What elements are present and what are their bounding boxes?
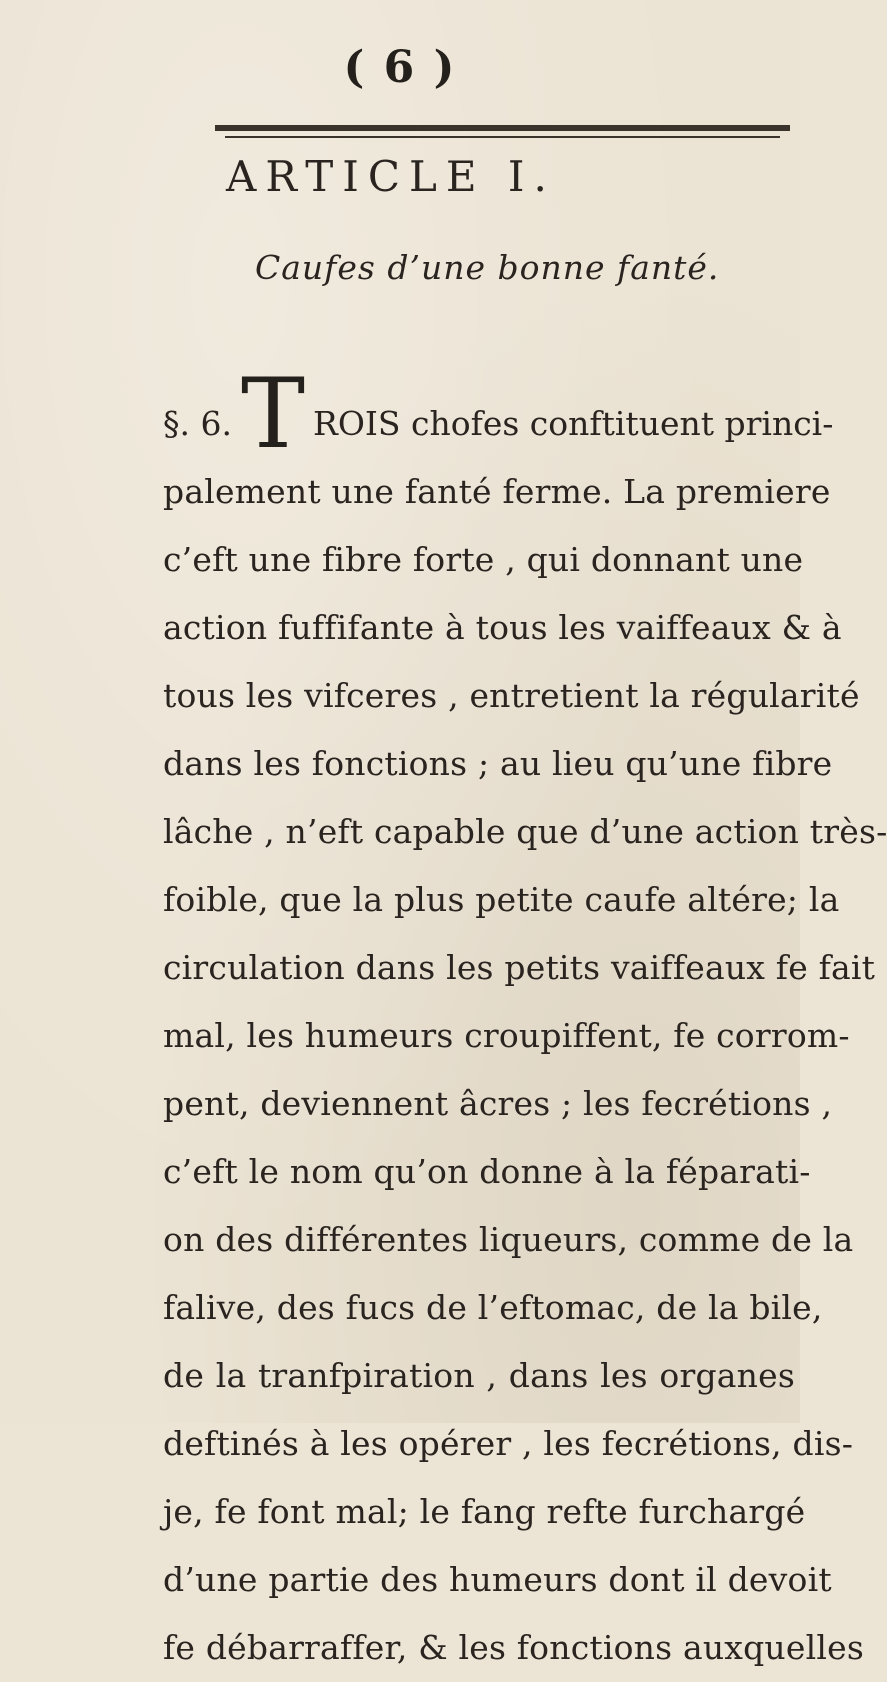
- text-line: falive, des fucs de l’eftomac, de la bile,: [163, 1288, 823, 1327]
- drop-cap: T: [241, 358, 306, 470]
- text-line: dans les fonctions ; au lieu qu’une fibre: [163, 744, 833, 783]
- article-subtitle: Caufes d’une bonne fanté.: [255, 248, 720, 287]
- text-line: tous les vifceres , entretient la régularité: [163, 676, 860, 715]
- first-line-text: ROIS chofes conftituent princi-: [313, 404, 834, 443]
- text-line: de la tranfpiration , dans les organes: [163, 1356, 795, 1395]
- header-rule-thick: [215, 125, 790, 131]
- text-line: deftinés à les opérer , les fecrétions, dis-: [163, 1424, 854, 1463]
- text-line: action fuffifante à tous les vaiffeaux & à: [163, 608, 842, 647]
- text-line: c’eft le nom qu’on donne à la féparati-: [163, 1152, 811, 1191]
- body-paragraph: [163, 358, 887, 1682]
- text-line: circulation dans les petits vaiffeaux fe fait: [163, 948, 876, 987]
- text-line: foible, que la plus petite caufe altére; la: [163, 880, 840, 919]
- paragraph-first-line: [163, 358, 834, 470]
- text-line: je, fe font mal; le fang refte furchargé: [163, 1492, 806, 1531]
- text-line: palement une fanté ferme. La premiere: [163, 472, 831, 511]
- text-line: on des différentes liqueurs, comme de la: [163, 1220, 854, 1259]
- text-line: pent, deviennent âcres ; les fecrétions ,: [163, 1084, 833, 1123]
- header-rule-thin: [225, 136, 780, 138]
- article-heading: ARTICLE I.: [226, 152, 556, 201]
- text-line: mal, les humeurs croupiffent, fe corrom-: [163, 1016, 850, 1055]
- section-mark: §. 6.: [163, 404, 232, 443]
- text-line: c’eft une fibre forte , qui donnant une: [163, 540, 804, 579]
- text-line: lâche , n’eft capable que d’une action très-: [163, 812, 887, 851]
- text-line: d’une partie des humeurs dont il devoit: [163, 1560, 832, 1599]
- page-number: ( 6 ): [343, 42, 457, 93]
- text-line: fe débarraffer, & les fonctions auxquelles: [163, 1628, 864, 1667]
